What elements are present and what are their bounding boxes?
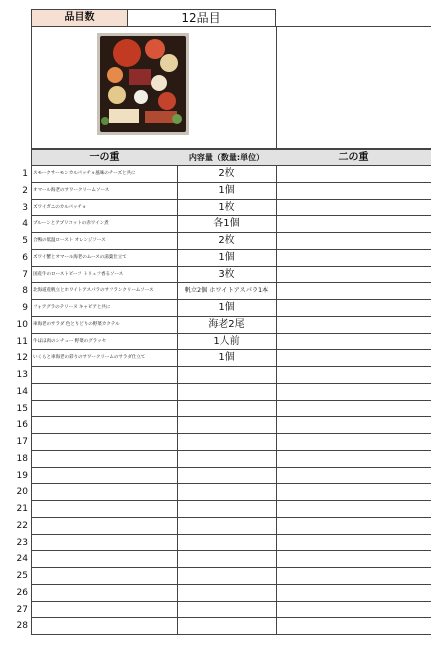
row-number: 20 xyxy=(16,487,28,498)
menu-item-name: 牛ほほ肉のシチュー 野菜のグラッセ xyxy=(31,334,178,351)
menu-item-amount xyxy=(177,367,277,384)
menu-item-name xyxy=(31,468,178,485)
row-number: 25 xyxy=(16,571,28,581)
row-number: 9 xyxy=(22,303,28,313)
table-row xyxy=(0,568,431,585)
item-count-value: 12品目 xyxy=(127,9,276,27)
row-number: 10 xyxy=(16,319,28,330)
menu-item-amount xyxy=(177,484,277,501)
table-row xyxy=(0,484,431,501)
menu-item-amount: 1人前 xyxy=(177,334,277,351)
menu-item-name: いくらと車海老の彩りのサワークリームのサラダ仕立て xyxy=(31,350,178,367)
menu-item-name xyxy=(31,434,178,451)
menu-item-amount: 2枚 xyxy=(177,166,277,183)
menu-item-amount xyxy=(177,468,277,485)
row-number: 17 xyxy=(16,437,28,447)
menu-item-name xyxy=(31,602,178,619)
table-row xyxy=(0,334,431,351)
menu-item-name: ズワイガニのカルパッチョ xyxy=(31,200,178,217)
menu-item-name xyxy=(31,585,178,602)
second-tier-photo-cell xyxy=(276,26,431,149)
row-number: 1 xyxy=(22,169,28,179)
second-tier-cell xyxy=(276,283,431,300)
menu-item-name xyxy=(31,568,178,585)
second-tier-cell xyxy=(276,535,431,552)
row-number: 28 xyxy=(16,621,28,632)
second-tier-cell xyxy=(276,200,431,217)
second-tier-cell xyxy=(276,585,431,602)
table-row xyxy=(0,384,431,401)
second-tier-cell xyxy=(276,183,431,200)
menu-item-amount xyxy=(177,618,277,635)
second-tier-cell xyxy=(276,250,431,267)
menu-item-amount xyxy=(177,434,277,451)
menu-item-name: 北海道産帆立とホワイトアスパラのサフランクリームソース xyxy=(31,283,178,300)
second-tier-cell xyxy=(276,350,431,367)
row-number: 19 xyxy=(16,470,28,481)
row-number: 3 xyxy=(22,202,28,213)
second-tier-cell xyxy=(276,618,431,635)
menu-item-name: 合鴨の低温ロースト オレンジソース xyxy=(31,233,178,250)
row-number: 15 xyxy=(16,403,28,414)
menu-item-amount: 1枚 xyxy=(177,200,277,217)
menu-item-name xyxy=(31,518,178,535)
table-row xyxy=(0,451,431,468)
table-row xyxy=(0,216,431,233)
menu-item-amount xyxy=(177,518,277,535)
table-row xyxy=(0,434,431,451)
second-tier-cell xyxy=(276,468,431,485)
menu-item-amount: 2枚 xyxy=(177,233,277,250)
second-tier-cell xyxy=(276,501,431,518)
menu-item-amount xyxy=(177,384,277,401)
table-row xyxy=(0,183,431,200)
table-row xyxy=(0,166,431,183)
table-row xyxy=(0,267,431,284)
menu-item-amount xyxy=(177,417,277,434)
menu-item-name xyxy=(31,484,178,501)
second-tier-cell xyxy=(276,300,431,317)
table-row xyxy=(0,535,431,552)
item-count-label: 品目数 xyxy=(31,9,128,27)
first-tier-photo-cell xyxy=(31,26,277,149)
row-number: 18 xyxy=(16,453,28,464)
second-tier-cell xyxy=(276,334,431,351)
table-row xyxy=(0,200,431,217)
menu-item-amount xyxy=(177,585,277,602)
second-tier-cell xyxy=(276,267,431,284)
second-tier-cell xyxy=(276,518,431,535)
menu-item-name xyxy=(31,384,178,401)
menu-item-amount xyxy=(177,535,277,552)
menu-item-name xyxy=(31,551,178,568)
second-tier-cell xyxy=(276,367,431,384)
menu-item-amount: 海老2尾 xyxy=(177,317,277,334)
menu-item-name xyxy=(31,417,178,434)
row-number: 4 xyxy=(22,219,28,230)
row-number: 12 xyxy=(16,353,28,364)
menu-item-name xyxy=(31,618,178,635)
row-number: 22 xyxy=(16,520,28,531)
menu-item-amount: 1個 xyxy=(177,350,277,367)
second-tier-cell xyxy=(276,233,431,250)
menu-item-name xyxy=(31,451,178,468)
menu-item-name: オマール海老のサワークリームソース xyxy=(31,183,178,200)
table-row xyxy=(0,283,431,300)
first-tier-header: 一の重 xyxy=(31,149,178,166)
menu-item-amount xyxy=(177,602,277,619)
second-tier-cell xyxy=(276,551,431,568)
row-number: 7 xyxy=(22,269,28,280)
table-row xyxy=(0,417,431,434)
table-row xyxy=(0,317,431,334)
second-tier-cell xyxy=(276,602,431,619)
menu-item-name xyxy=(31,401,178,418)
menu-item-name xyxy=(31,535,178,552)
table-row xyxy=(0,518,431,535)
table-row xyxy=(0,551,431,568)
row-number: 2 xyxy=(22,185,28,196)
table-row xyxy=(0,250,431,267)
row-number: 26 xyxy=(16,587,28,598)
row-number: 16 xyxy=(16,420,28,431)
menu-item-amount xyxy=(177,451,277,468)
table-row xyxy=(0,300,431,317)
table-row xyxy=(0,618,431,635)
osechi-box-photo xyxy=(97,33,189,135)
menu-item-amount xyxy=(177,501,277,518)
row-number: 21 xyxy=(16,504,28,514)
table-row xyxy=(0,468,431,485)
menu-item-amount: 1個 xyxy=(177,300,277,317)
table-row xyxy=(0,350,431,367)
table-row xyxy=(0,501,431,518)
second-tier-cell xyxy=(276,166,431,183)
menu-item-name: 国産牛のローストビーフ トリュフ香るソース xyxy=(31,267,178,284)
menu-item-amount xyxy=(177,551,277,568)
menu-item-name: 車海老のサラダ 色とりどりの野菜カクテル xyxy=(31,317,178,334)
menu-item-name: ズワイ蟹とオマール海老のムースの湯葉仕立て xyxy=(31,250,178,267)
row-number: 11 xyxy=(16,336,28,347)
row-number: 23 xyxy=(16,537,28,548)
menu-item-name: フォアグラのテリーヌ キャビアと共に xyxy=(31,300,178,317)
row-number: 6 xyxy=(22,252,28,263)
row-number: 13 xyxy=(16,370,28,380)
table-row xyxy=(0,585,431,602)
menu-item-name xyxy=(31,367,178,384)
second-tier-header: 二の重 xyxy=(276,149,431,166)
menu-item-amount xyxy=(177,568,277,585)
row-number: 14 xyxy=(16,386,28,397)
menu-item-amount: 帆立2個 ホワイトアスパラ1本 xyxy=(177,283,277,300)
menu-item-amount: 各1個 xyxy=(177,216,277,233)
menu-table xyxy=(0,166,431,635)
row-number: 27 xyxy=(16,604,28,615)
second-tier-cell xyxy=(276,317,431,334)
second-tier-cell xyxy=(276,216,431,233)
second-tier-cell xyxy=(276,401,431,418)
menu-item-amount: 1個 xyxy=(177,183,277,200)
table-row xyxy=(0,233,431,250)
amount-header: 内容量（数量:単位） xyxy=(177,149,277,166)
menu-item-amount: 1個 xyxy=(177,250,277,267)
second-tier-cell xyxy=(276,417,431,434)
second-tier-cell xyxy=(276,484,431,501)
second-tier-cell xyxy=(276,384,431,401)
menu-item-name: スモークサーモンカルパッチョ風味のチーズと共に xyxy=(31,166,178,183)
menu-item-amount: 3枚 xyxy=(177,267,277,284)
table-row xyxy=(0,367,431,384)
menu-item-name: プルーンとアプリコットの赤ワイン煮 xyxy=(31,216,178,233)
row-number: 5 xyxy=(22,236,28,246)
table-row xyxy=(0,401,431,418)
menu-item-name xyxy=(31,501,178,518)
second-tier-cell xyxy=(276,434,431,451)
row-number: 8 xyxy=(22,286,28,297)
second-tier-cell xyxy=(276,451,431,468)
second-tier-cell xyxy=(276,568,431,585)
table-row xyxy=(0,602,431,619)
menu-item-amount xyxy=(177,401,277,418)
row-number: 24 xyxy=(16,554,28,565)
